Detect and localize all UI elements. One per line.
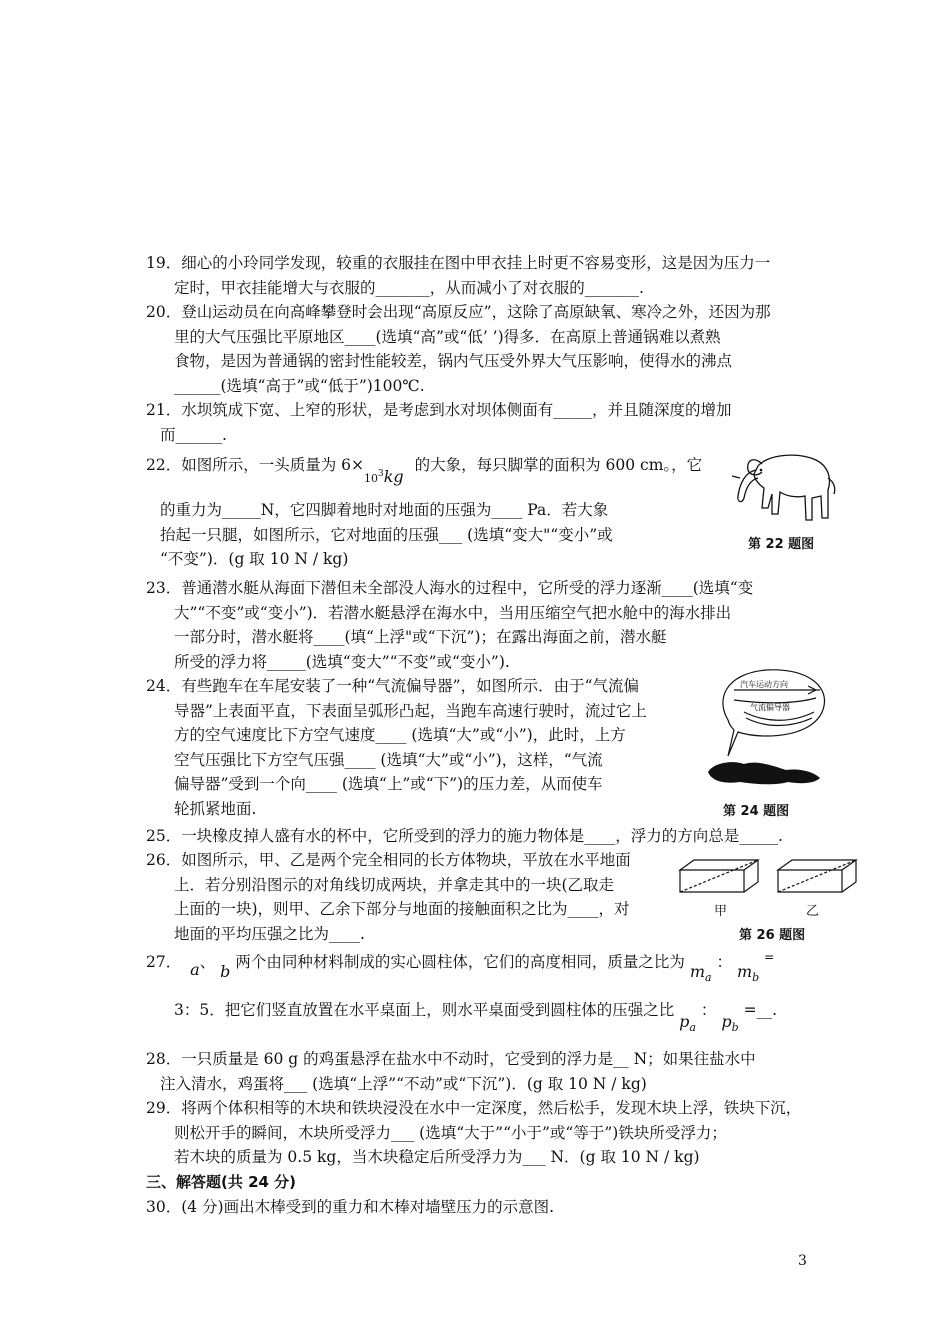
q26-line3: 上面的一块)，则甲、乙余下部分与地面的接触面积之比为____，对 bbox=[174, 900, 630, 918]
var-a: a bbox=[190, 960, 200, 979]
q21-line1: 21．水坝筑成下宽、上窄的形状，是考虑到水对坝体侧面有_____，并且随深度的增加 bbox=[146, 401, 732, 419]
q22-line3: 抬起一只腿，如图所示，它对地面的压强___ (选填“变大"“变小”或 bbox=[160, 525, 613, 544]
q29-line2: 则松开手的瞬间，木块所受浮力___ (选填“大于”“小于”或“等于”)铁块所受浮力； bbox=[174, 1123, 727, 1142]
label-yi: 乙 bbox=[806, 904, 820, 919]
q20-line3: 食物，是因为普通锅的密封性能较差，锅内气压受外界大气压影响，使得水的沸点 bbox=[174, 352, 733, 370]
q19-line1: 19．细心的小玲同学发现，较重的衣服挂在图中甲衣挂上时更不容易变形，这是因为压力一 bbox=[146, 254, 771, 272]
q24-line3: 方的空气速度比下方空气速度____ (选填“大”或“小”)，此时，上方 bbox=[174, 726, 626, 744]
q26-line2: 上．若分别沿图示的对角线切成两块，并拿走其中的一块(乙取走 bbox=[174, 875, 615, 894]
q24-line2: 导器”上表面平直，下表面呈弧形凸起，当跑车高速行驶时，流过它上 bbox=[174, 701, 647, 720]
q30-line1: 30．(4 分)画出木棒受到的重力和木棒对墙壁压力的示意图. bbox=[146, 1198, 555, 1216]
question-27-line2: 3：5．把它们竖直放置在水平桌面上，则水平桌面受到圆柱体的压强之比 $p_a$ ： $p_b$ =__. bbox=[174, 1001, 778, 1035]
question-26 bbox=[146, 848, 666, 946]
q24-line4: 空气压强比下方空气压强____ (选填“大”或“小”)，这样，“气流 bbox=[174, 750, 603, 769]
car-silhouette bbox=[708, 762, 820, 784]
q23-line3: 一部分时，潜水艇将____(填“上浮"或“下沉”)；在露出海面之前，潜水艇 bbox=[174, 628, 667, 646]
question-29 bbox=[146, 1096, 818, 1170]
var-b: b bbox=[220, 962, 231, 981]
question-25 bbox=[146, 824, 826, 849]
q22-line4: “不变”)．(g 取 10 N / kg) bbox=[160, 550, 349, 568]
elephant-figure bbox=[728, 448, 838, 528]
q23-line1: 23．普通潜水艇从海面下潜但未全部没人海水的过程中，它所受的浮力逐渐____(选填“变 bbox=[146, 579, 754, 597]
question-19 bbox=[146, 251, 818, 300]
q22-line1: 22．如图所示，一头质量为 $6\times 10^3kg$ 的大象，每只脚掌的面积为 600 cm。，它 bbox=[146, 456, 703, 487]
q26-line1: 26．如图所示，甲、乙是两个完全相同的长方体物块，平放在水平地面 bbox=[146, 851, 631, 869]
q23-line4: 所受的浮力将_____(选填“变大”“不变”或“变小”). bbox=[174, 652, 510, 671]
fig24-label-direction: 汽车运动方向 bbox=[740, 680, 788, 689]
fig24-caption: 第 24 题图 bbox=[723, 804, 790, 819]
q21-line2: 而______. bbox=[160, 425, 227, 444]
q28-line1: 28．一只质量是 60 g 的鸡蛋悬浮在盐水中不动时，它受到的浮力是__ N；如果往盐水中 bbox=[146, 1050, 756, 1068]
page-number: 3 bbox=[798, 1253, 807, 1269]
q26-line4: 地面的平均压强之比为____. bbox=[174, 924, 365, 943]
fig26-caption: 第 26 题图 bbox=[739, 928, 806, 943]
question-22 bbox=[146, 450, 726, 572]
q29-line1: 29．将两个体积相等的木块和铁块浸没在水中一定深度，然后松手，发现木块上浮，铁块下沉， bbox=[146, 1099, 802, 1117]
q20-line2: 里的大气压强比平原地区____(选填“高”或“低’ ’)得多．在高原上普通锅难以煮熟 bbox=[174, 327, 721, 346]
q24-line5: 偏导器”受到一个向____ (选填“上”或“下”)的压力差，从而使车 bbox=[174, 775, 603, 793]
q25-line1: 25．一块橡皮掉人盛有水的杯中，它所受到的浮力的施力物体是____，浮力的方向总是_____. bbox=[146, 827, 783, 845]
fig22-caption: 第 22 题图 bbox=[748, 537, 815, 552]
q24-line6: 轮抓紧地面. bbox=[174, 799, 257, 818]
q22-line2: 的重力为_____N，它四脚着地时对地面的压强为____ Pa．若大象 bbox=[160, 501, 609, 519]
label-jia: 甲 bbox=[714, 904, 728, 919]
q20-line1: 20．登山运动员在向高峰攀登时会出现“高原反应”，这除了高原缺氧、寒冷之外，还因为那 bbox=[146, 303, 771, 321]
section-3-title: 三、解答题(共 24 分) bbox=[146, 1173, 297, 1191]
q20-line4: ______(选填“高于”或“低于”)100℃. bbox=[174, 376, 425, 395]
question-20 bbox=[146, 300, 818, 398]
question-27: 27． a、 b 两个由同种材料制成的实心圆柱体，它们的高度相同，质量之比为 $m_a$ ： $m_b$ = bbox=[146, 950, 775, 985]
question-24 bbox=[146, 674, 696, 821]
question-28 bbox=[146, 1047, 818, 1096]
q19-line2: 定时，甲衣挂能增大与衣服的_______，从而减小了对衣服的_______. bbox=[174, 278, 644, 297]
q29-line3: 若木块的质量为 0.5 kg，当木块稳定后所受浮力为___ N．(g 取 10 N / kg) bbox=[174, 1148, 700, 1166]
q28-line2: 注入清水，鸡蛋将___ (选填“上浮”“不动”或“下沉”)．(g 取 10 N / kg) bbox=[160, 1074, 647, 1093]
q23-line2: 大”“不变”或“变小”)．若潜水艇悬浮在海水中，当用压缩空气把水舱中的海水排出 bbox=[174, 603, 732, 622]
q24-line1: 24．有些跑车在车尾安装了一种“气流偏导器”，如图所示．由于“气流偏 bbox=[146, 677, 639, 695]
question-30 bbox=[146, 1195, 818, 1220]
question-21 bbox=[146, 398, 818, 447]
spoiler-figure bbox=[704, 660, 834, 800]
blocks-figure bbox=[676, 852, 872, 916]
fig24-label-spoiler: 气流偏导器 bbox=[750, 703, 790, 712]
